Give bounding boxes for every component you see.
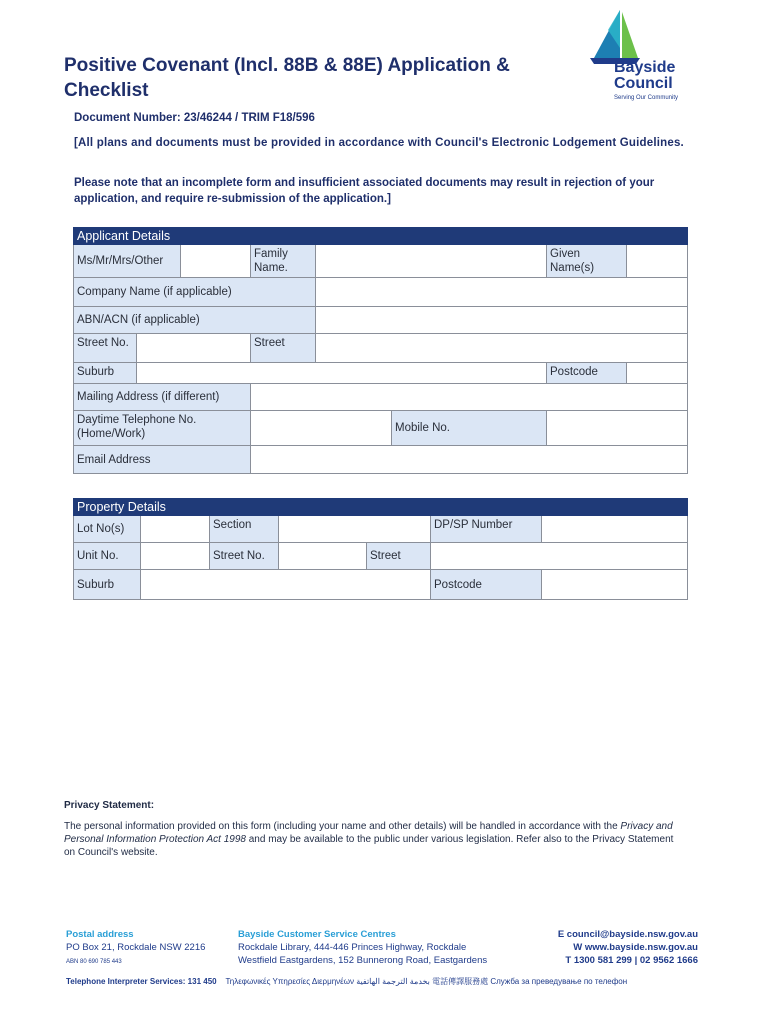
family-name-label: Family Name. [251, 245, 316, 278]
section-label: Section [210, 516, 279, 543]
privacy-heading: Privacy Statement: [64, 800, 155, 811]
family-name-input[interactable] [316, 245, 547, 278]
logo-text: Council [614, 75, 673, 92]
lot-label: Lot No(s) [74, 516, 141, 543]
abn-acn-input[interactable] [316, 307, 688, 334]
privacy-act-name: Privacy and Personal Information Protection Act 1998 [64, 821, 673, 845]
section-input[interactable] [279, 516, 431, 543]
given-names-label: Given Name(s) [547, 245, 627, 278]
lot-input[interactable] [141, 516, 210, 543]
suburb-input[interactable] [137, 363, 547, 384]
property-street-input[interactable] [431, 543, 688, 570]
contact-email[interactable]: E council@bayside.nsw.gov.au [557, 929, 698, 940]
applicant-details-table [73, 227, 688, 474]
street-no-label: Street No. [74, 334, 137, 363]
unit-no-input[interactable] [141, 543, 210, 570]
incomplete-form-note: Please note that an incomplete form and insufficient associated documents may result in rejection of your application, and require re-submission of the application.] [74, 177, 655, 205]
contact-phone: T 1300 581 299 | 02 9562 1666 [565, 955, 698, 966]
daytime-phone-input[interactable] [251, 411, 392, 446]
bayside-logo-icon [580, 8, 690, 108]
property-details-table [73, 498, 688, 600]
centre-address: Westfield Eastgardens, 152 Bunnerong Road, Eastgardens [238, 955, 488, 966]
suburb-label: Suburb [74, 363, 137, 384]
property-street-no-input[interactable] [279, 543, 367, 570]
company-name-label: Company Name (if applicable) [74, 278, 316, 307]
unit-no-label: Unit No. [74, 543, 141, 570]
centre-address: Rockdale Library, 444-446 Princes Highway, Rockdale [238, 942, 467, 953]
document-number: Document Number: 23/46244 / TRIM F18/596 [74, 112, 315, 124]
email-input[interactable] [251, 446, 688, 474]
lodgement-note: [All plans and documents must be provided in accordance with Council's Electronic Lodgement Guidelines. [74, 137, 684, 149]
dp-sp-label: DP/SP Number [431, 516, 542, 543]
mobile-label: Mobile No. [392, 411, 547, 446]
title-label: Ms/Mr/Mrs/Other [74, 245, 181, 278]
logo-text: Bayside [614, 59, 676, 76]
interpreter-services [66, 976, 706, 987]
postcode-label: Postcode [547, 363, 627, 384]
property-details-heading: Property Details [74, 499, 688, 516]
footer-contact [538, 928, 698, 967]
logo-tagline: Serving Our Community [614, 95, 679, 101]
property-postcode-label: Postcode [431, 570, 542, 600]
interpreter-languages: Τηλεφωνικές Υπηρεσίες Διερμηνέων بخدمة الترجمة الهاتفية 電話傳譯服務處 Служба за преведување по телефон [225, 977, 628, 986]
property-street-no-label: Street No. [210, 543, 279, 570]
postal-address: PO Box 21, Rockdale NSW 2216 [66, 942, 206, 953]
footer-centres [238, 928, 487, 967]
street-label: Street [251, 334, 316, 363]
mobile-input[interactable] [547, 411, 688, 446]
street-input[interactable] [316, 334, 688, 363]
company-name-input[interactable] [316, 278, 688, 307]
property-postcode-input[interactable] [542, 570, 688, 600]
title-input[interactable] [181, 245, 251, 278]
abn-acn-label: ABN/ACN (if applicable) [74, 307, 316, 334]
property-street-label: Street [367, 543, 431, 570]
daytime-phone-label: Daytime Telephone No. (Home/Work) [74, 411, 251, 446]
applicant-details-heading: Applicant Details [74, 228, 688, 245]
privacy-text: The personal information provided on this form (including your name and other details) will be handled in accordance with the [64, 821, 621, 832]
footer-postal [66, 928, 205, 969]
privacy-text: and may be available to the public under various legislation. Refer also to the Privacy Statement on Council's website. [64, 834, 674, 858]
abn-number: ABN 80 690 785 443 [66, 959, 122, 965]
mailing-address-input[interactable] [251, 384, 688, 411]
centres-heading: Bayside Customer Service Centres [238, 929, 396, 940]
email-label: Email Address [74, 446, 251, 474]
postcode-input[interactable] [627, 363, 688, 384]
page-title: Positive Covenant (Incl. 88B & 88E) Application & Checklist [64, 55, 510, 101]
property-suburb-input[interactable] [141, 570, 431, 600]
given-names-input[interactable] [627, 245, 688, 278]
contact-website[interactable]: W www.bayside.nsw.gov.au [573, 942, 698, 953]
interpreter-label: Telephone Interpreter Services: 131 450 [66, 977, 217, 986]
property-suburb-label: Suburb [74, 570, 141, 600]
postal-heading: Postal address [66, 929, 134, 940]
privacy-statement [64, 820, 684, 859]
mailing-address-label: Mailing Address (if different) [74, 384, 251, 411]
street-no-input[interactable] [137, 334, 251, 363]
dp-sp-input[interactable] [542, 516, 688, 543]
